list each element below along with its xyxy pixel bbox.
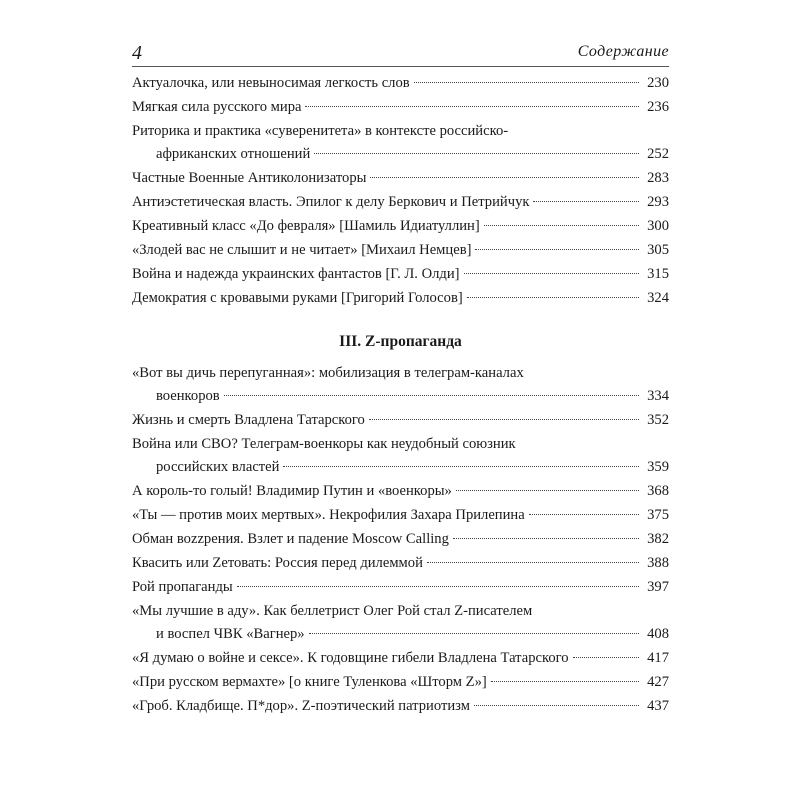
entry-title: Актуалочка, или невыносимая легкость слов [132,75,410,91]
page-header [132,38,669,66]
entry-title: «При русском вермахте» [о книге Туленкова «Шторм Z»] [132,674,487,690]
dot-leader [283,466,639,467]
entry-page-number: 230 [647,75,669,91]
toc-entry [132,215,669,238]
entry-title: «Злодей вас не слышит и не читает» [Михаил Немцев] [132,242,472,258]
toc-entry [132,528,669,551]
entry-page-number: 352 [647,412,669,428]
entry-page-number: 397 [647,579,669,595]
toc-entry [132,504,669,527]
table-of-contents [132,72,669,719]
entry-title: Квасить или Zетовать: Россия перед дилеммой [132,555,423,571]
toc-entry-line [132,191,669,214]
entry-page-number: 334 [647,388,669,404]
toc-entry [132,552,669,575]
dot-leader [573,657,639,658]
dot-leader [309,633,639,634]
toc-entry [132,409,669,432]
toc-entry-line [132,120,669,143]
section-title: III. Z-пропаганда [339,333,462,350]
toc-entry [132,263,669,286]
toc-entry [132,576,669,599]
toc-entry [132,362,669,408]
entry-page-number: 315 [647,266,669,282]
entry-title: военкоров [156,388,220,404]
toc-entry-line [132,576,669,599]
dot-leader [474,705,639,706]
entry-page-number: 382 [647,531,669,547]
dot-leader [491,681,639,682]
entry-page-number: 375 [647,507,669,523]
entry-page-number: 300 [647,218,669,234]
toc-entry-line [132,263,669,286]
entry-title: «Гроб. Кладбище. П*дор». Z-поэтический патриотизм [132,698,470,714]
toc-entry-line [132,600,669,623]
toc-entry [132,287,669,310]
dot-leader [369,419,639,420]
toc-entry-line [132,552,669,575]
toc-entry [132,96,669,119]
dot-leader [370,177,639,178]
running-title: Содержание [577,43,669,60]
dot-leader [314,153,639,154]
toc-entry-line [132,409,669,432]
dot-leader [237,586,639,587]
dot-leader [533,201,639,202]
entry-title: Война или СВО? Телеграм-военкоры как неудобный союзник [132,436,516,452]
toc-entry-line [132,287,669,310]
dot-leader [427,562,639,563]
entry-title: Демократия с кровавыми руками [Григорий Голосов] [132,290,463,306]
entry-page-number: 324 [647,290,669,306]
toc-entry [132,167,669,190]
toc-entry-line [132,456,669,479]
entry-page-number: 252 [647,146,669,162]
toc-entry [132,647,669,670]
toc-entry [132,120,669,166]
entry-title: Война и надежда украинских фантастов [Г. Л. Олди] [132,266,460,282]
toc-entry-line [132,167,669,190]
toc-entry-line [132,671,669,694]
toc-entry-line [132,480,669,503]
entry-title: Креативный класс «До февраля» [Шамиль Идиатуллин] [132,218,480,234]
dot-leader [224,395,639,396]
toc-entry [132,191,669,214]
toc-entry-line [132,96,669,119]
entry-title: Риторика и практика «суверенитета» в контексте российско- [132,123,509,139]
entry-title: «Вот вы дичь перепуганная»: мобилизация в телеграм-каналах [132,365,524,381]
header-rule [132,66,669,67]
toc-entry [132,480,669,503]
dot-leader [453,538,639,539]
toc-entry [132,239,669,262]
toc-entry-line [132,647,669,670]
entry-title: «Мы лучшие в аду». Как беллетрист Олег Рой стал Z-писателем [132,603,533,619]
entry-page-number: 408 [647,626,669,642]
entry-title: «Я думаю о войне и сексе». К годовщине гибели Владлена Татарского [132,650,569,666]
entry-page-number: 293 [647,194,669,210]
dot-leader [414,82,639,83]
toc-entry-line [132,623,669,646]
entry-title: Жизнь и смерть Владлена Татарского [132,412,365,428]
entry-title: и воспел ЧВК «Вагнер» [156,626,305,642]
toc-entry-line [132,504,669,527]
dot-leader [456,490,639,491]
dot-leader [305,106,639,107]
toc-section-continued [132,72,669,310]
dot-leader [467,297,639,298]
entry-title: Обман воzzрения. Взлет и падение Moscow Calling [132,531,449,547]
entry-page-number: 368 [647,483,669,499]
toc-entry-line [132,72,669,95]
toc-entry-line [132,385,669,408]
toc-entry [132,433,669,479]
entry-page-number: 388 [647,555,669,571]
toc-entry-line [132,362,669,385]
dot-leader [464,273,640,274]
toc-entry [132,671,669,694]
entry-page-number: 283 [647,170,669,186]
toc-entry-line [132,528,669,551]
toc-entry [132,695,669,718]
toc-entry-line [132,239,669,262]
entry-title: А король-то голый! Владимир Путин и «военкоры» [132,483,452,499]
toc-entry-line [132,143,669,166]
toc-entry-line [132,215,669,238]
entry-page-number: 305 [647,242,669,258]
entry-title: Частные Военные Антиколонизаторы [132,170,367,186]
entry-title: африканских отношений [156,146,311,162]
dot-leader [529,514,639,515]
entry-page-number: 417 [647,650,669,666]
entry-page-number: 236 [647,99,669,115]
toc-section-z-propaganda [132,362,669,718]
dot-leader [484,225,639,226]
page-number: 4 [132,42,142,64]
entry-title: российских властей [156,459,280,475]
toc-entry [132,600,669,646]
entry-title: Антиэстетическая власть. Эпилог к делу Беркович и Петрийчук [132,194,530,210]
dot-leader [475,249,639,250]
entry-page-number: 437 [647,698,669,714]
entry-title: «Ты — против моих мертвых». Некрофилия Захара Прилепина [132,507,525,523]
toc-entry-line [132,695,669,718]
toc-entry [132,72,669,95]
entry-page-number: 359 [647,459,669,475]
entry-page-number: 427 [647,674,669,690]
entry-title: Мягкая сила русского мира [132,99,302,115]
entry-title: Рой пропаганды [132,579,233,595]
toc-entry-line [132,433,669,456]
